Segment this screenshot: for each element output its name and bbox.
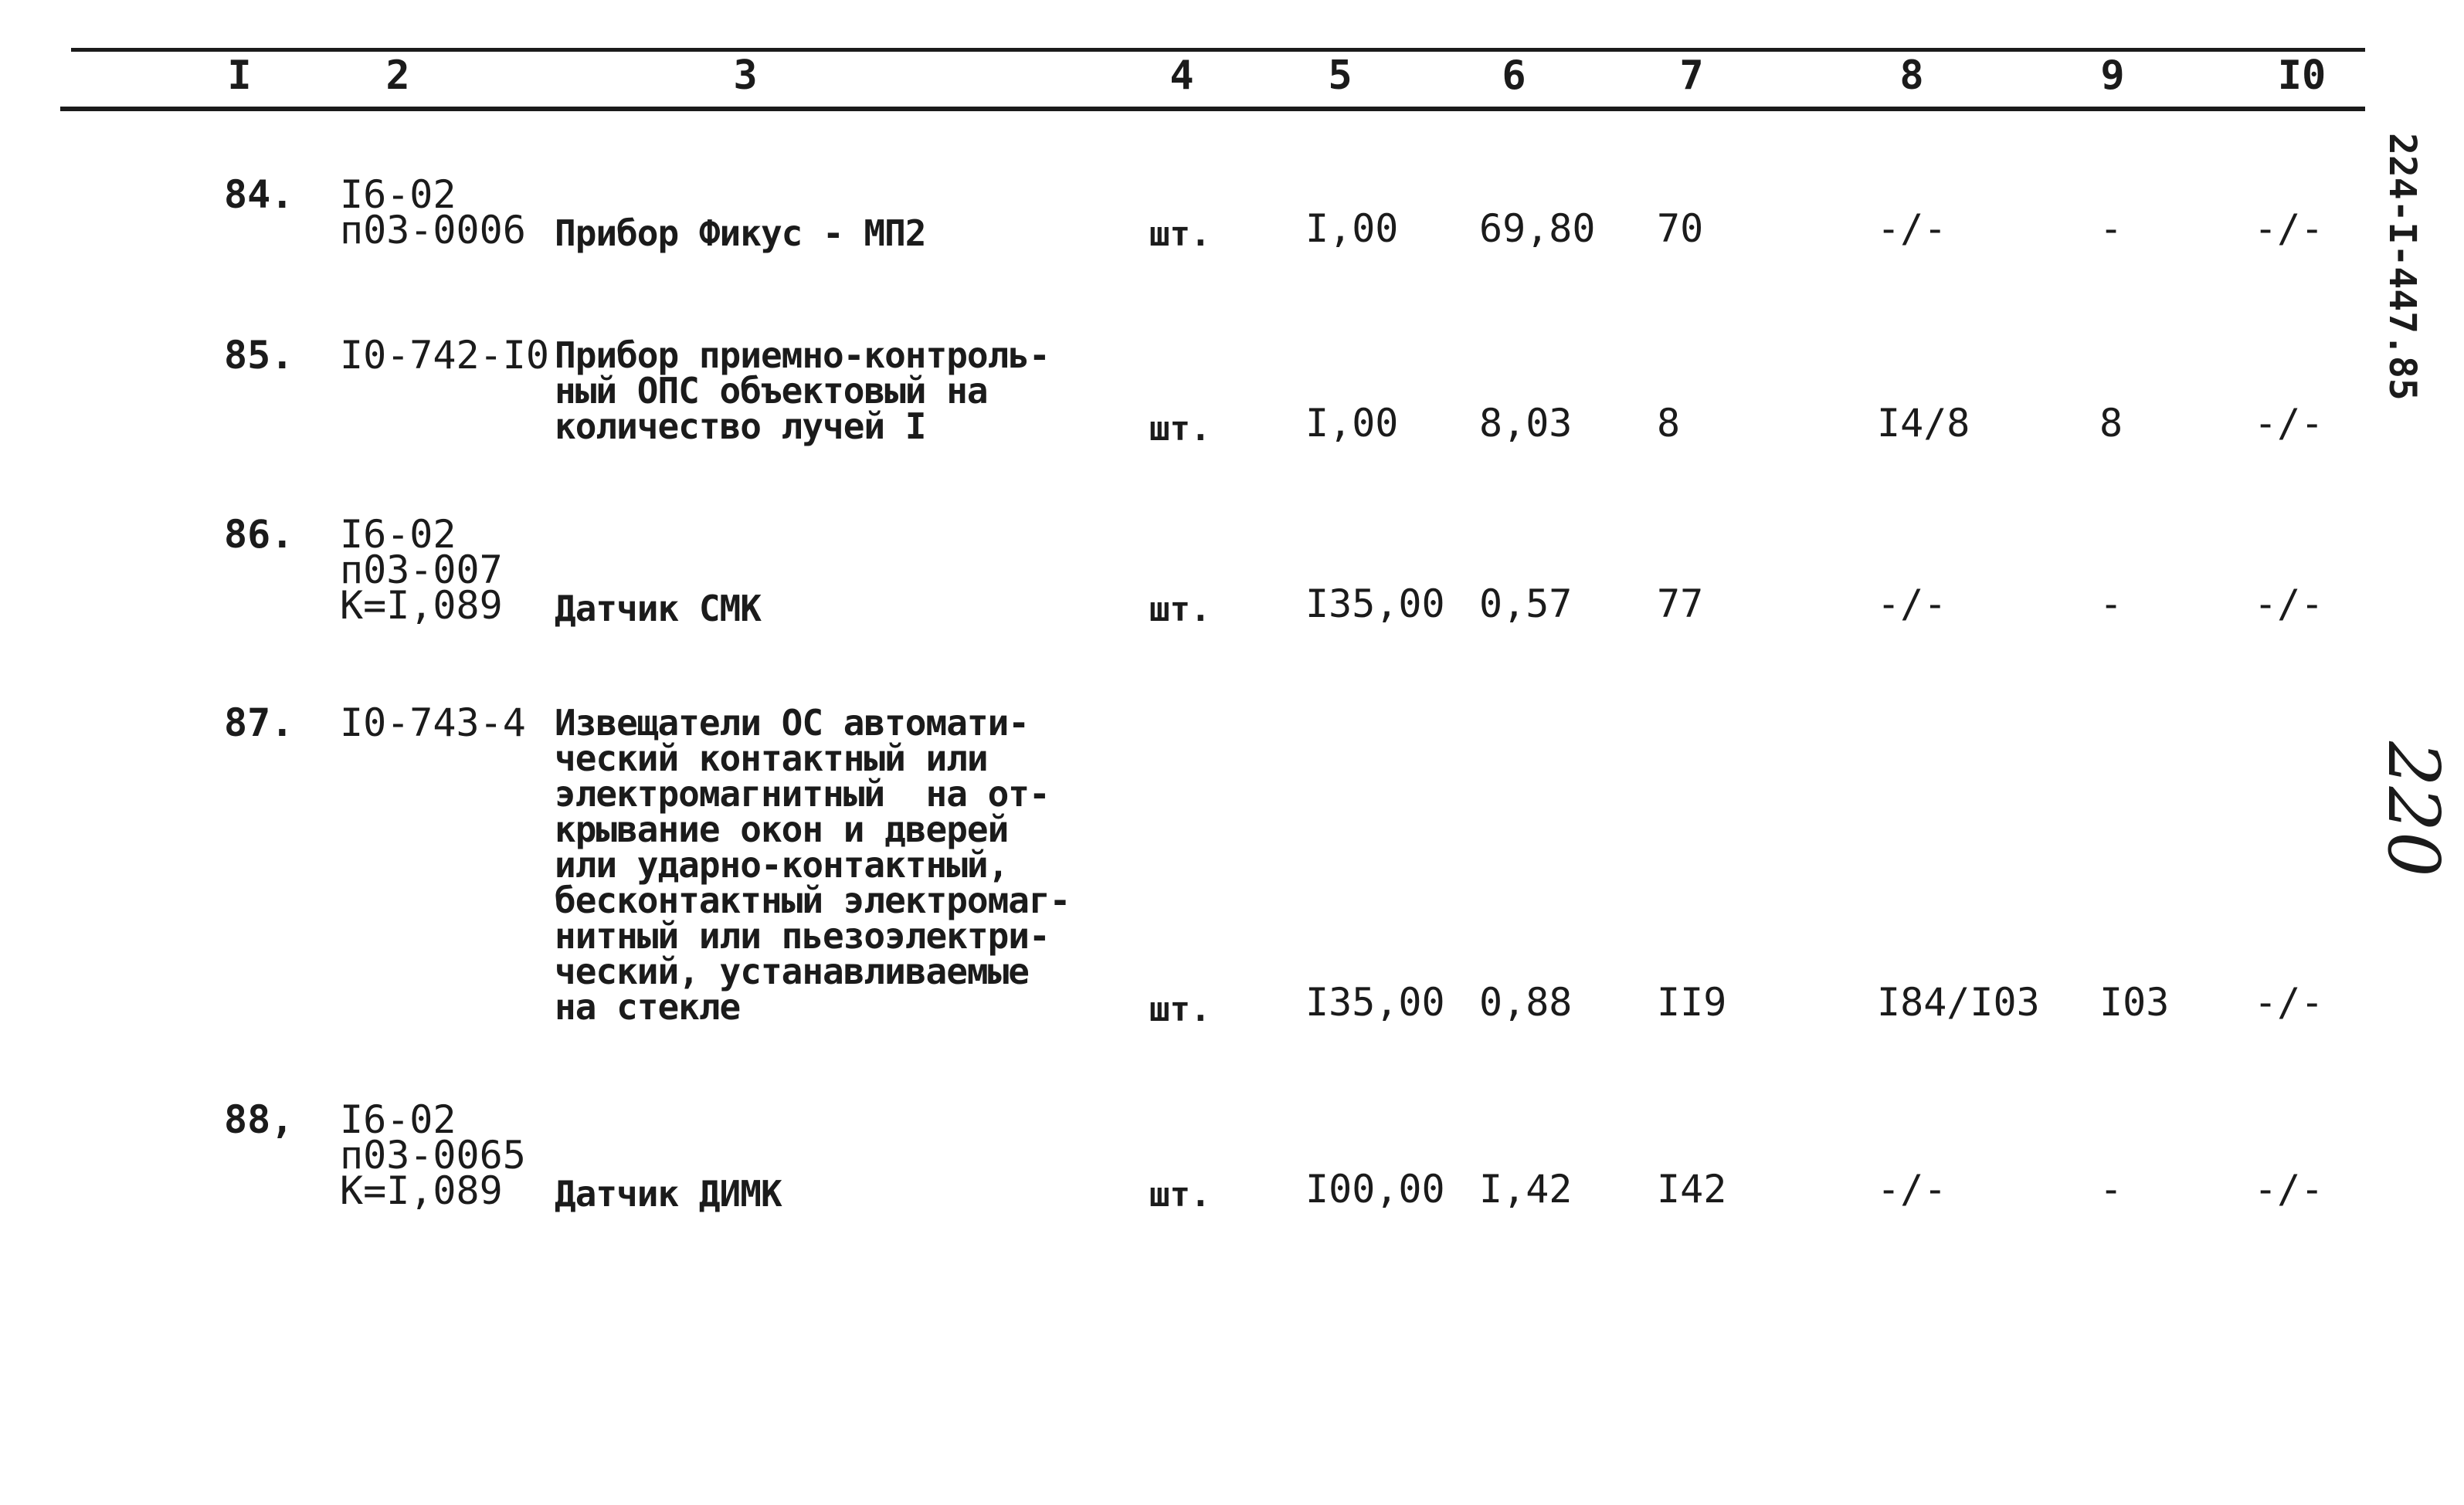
column-header-7: 7 [1679, 53, 1704, 99]
row-col-8: -/- [1877, 206, 1947, 251]
row-col-6: 0,88 [1479, 980, 1573, 1025]
column-header-8: 8 [1899, 53, 1924, 99]
row-col-7: 70 [1657, 206, 1704, 251]
row-col-5: I,00 [1305, 206, 1399, 251]
row-col-7: II9 [1657, 980, 1727, 1025]
row-name-line: бесконтактный электромаг- [555, 880, 1071, 921]
row-unit: шт. [1149, 1175, 1211, 1215]
row-col-6: 8,03 [1479, 401, 1573, 446]
column-header-6: 6 [1502, 53, 1526, 99]
row-col-5: I35,00 [1305, 980, 1445, 1025]
row-col-10: -/- [2254, 206, 2324, 251]
row-col-9: - [2099, 581, 2123, 626]
row-col-6: 69,80 [1479, 206, 1596, 251]
row-col-10: -/- [2254, 980, 2324, 1025]
page-number: 220 [2372, 741, 2455, 877]
column-header-10: I0 [2277, 53, 2327, 99]
row-col-9: 8 [2099, 401, 2123, 446]
row-unit: шт. [1149, 409, 1211, 449]
row-code-line: I6-02 [340, 1097, 456, 1142]
row-col-6: I,42 [1479, 1167, 1573, 1212]
row-name-line: на стекле [555, 986, 741, 1028]
row-unit: шт. [1149, 215, 1211, 254]
row-col-8: I84/I03 [1877, 980, 2040, 1025]
row-code-line: п03-0006 [340, 208, 526, 253]
row-col-5: I,00 [1305, 401, 1399, 446]
column-header-2: 2 [385, 53, 410, 99]
row-number: 84. [224, 172, 294, 217]
header-rule [60, 107, 2365, 111]
row-col-5: I35,00 [1305, 581, 1445, 626]
row-col-9: - [2099, 1167, 2123, 1212]
row-code-line: п03-0065 [340, 1133, 526, 1178]
top-rule [71, 48, 2365, 52]
row-col-10: -/- [2254, 401, 2324, 446]
row-code-line: К=I,089 [340, 1168, 503, 1213]
row-col-9: I03 [2099, 980, 2170, 1025]
column-header-1: I [227, 53, 252, 99]
row-code-line: К=I,089 [340, 583, 503, 628]
column-header-9: 9 [2100, 53, 2125, 99]
row-col-7: I42 [1657, 1167, 1727, 1212]
column-header-3: 3 [733, 53, 758, 99]
row-col-7: 8 [1657, 401, 1681, 446]
row-code-line: I6-02 [340, 172, 456, 217]
document-code: 224-I-447.85 [2381, 133, 2424, 401]
row-col-8: -/- [1877, 1167, 1947, 1212]
row-col-8: -/- [1877, 581, 1947, 626]
row-col-6: 0,57 [1479, 581, 1573, 626]
column-header-4: 4 [1169, 53, 1194, 99]
row-name-line: крывание окон и дверей [555, 808, 1009, 850]
row-code-line: I0-743-4 [340, 700, 526, 745]
row-col-9: - [2099, 206, 2123, 251]
row-name-line: Извещатели ОС автомати- [555, 702, 1029, 744]
row-name-line: ный ОПС объектовый на [555, 370, 988, 412]
row-col-8: I4/8 [1877, 401, 1970, 446]
row-number: 87. [224, 700, 294, 745]
row-col-10: -/- [2254, 581, 2324, 626]
row-unit: шт. [1149, 590, 1211, 629]
column-header-5: 5 [1328, 53, 1352, 99]
row-name-line: Прибор приемно-контроль- [555, 334, 1050, 376]
row-name-line: ческий, устанавливаемые [555, 951, 1029, 992]
row-col-10: -/- [2254, 1167, 2324, 1212]
row-number: 85. [224, 333, 294, 378]
row-col-7: 77 [1657, 581, 1704, 626]
row-name-line: количество лучей I [555, 405, 926, 447]
row-number: 86. [224, 512, 294, 557]
row-name-line: Датчик ДИМК [555, 1173, 782, 1215]
row-number: 88, [224, 1097, 294, 1142]
row-code-line: п03-007 [340, 547, 503, 592]
row-name-line: Датчик СМК [555, 588, 761, 629]
row-unit: шт. [1149, 990, 1211, 1029]
row-name-line: или ударно-контактный, [555, 844, 1009, 886]
row-name-line: ческий контактный или [555, 737, 988, 779]
row-name-line: электромагнитный на от- [555, 773, 1050, 815]
row-code-line: I6-02 [340, 512, 456, 557]
row-code-line: I0-742-I0 [340, 333, 549, 378]
row-col-5: I00,00 [1305, 1167, 1445, 1212]
row-name-line: Прибор Фикус - МП2 [555, 212, 926, 254]
row-name-line: нитный или пьезоэлектри- [555, 915, 1050, 957]
